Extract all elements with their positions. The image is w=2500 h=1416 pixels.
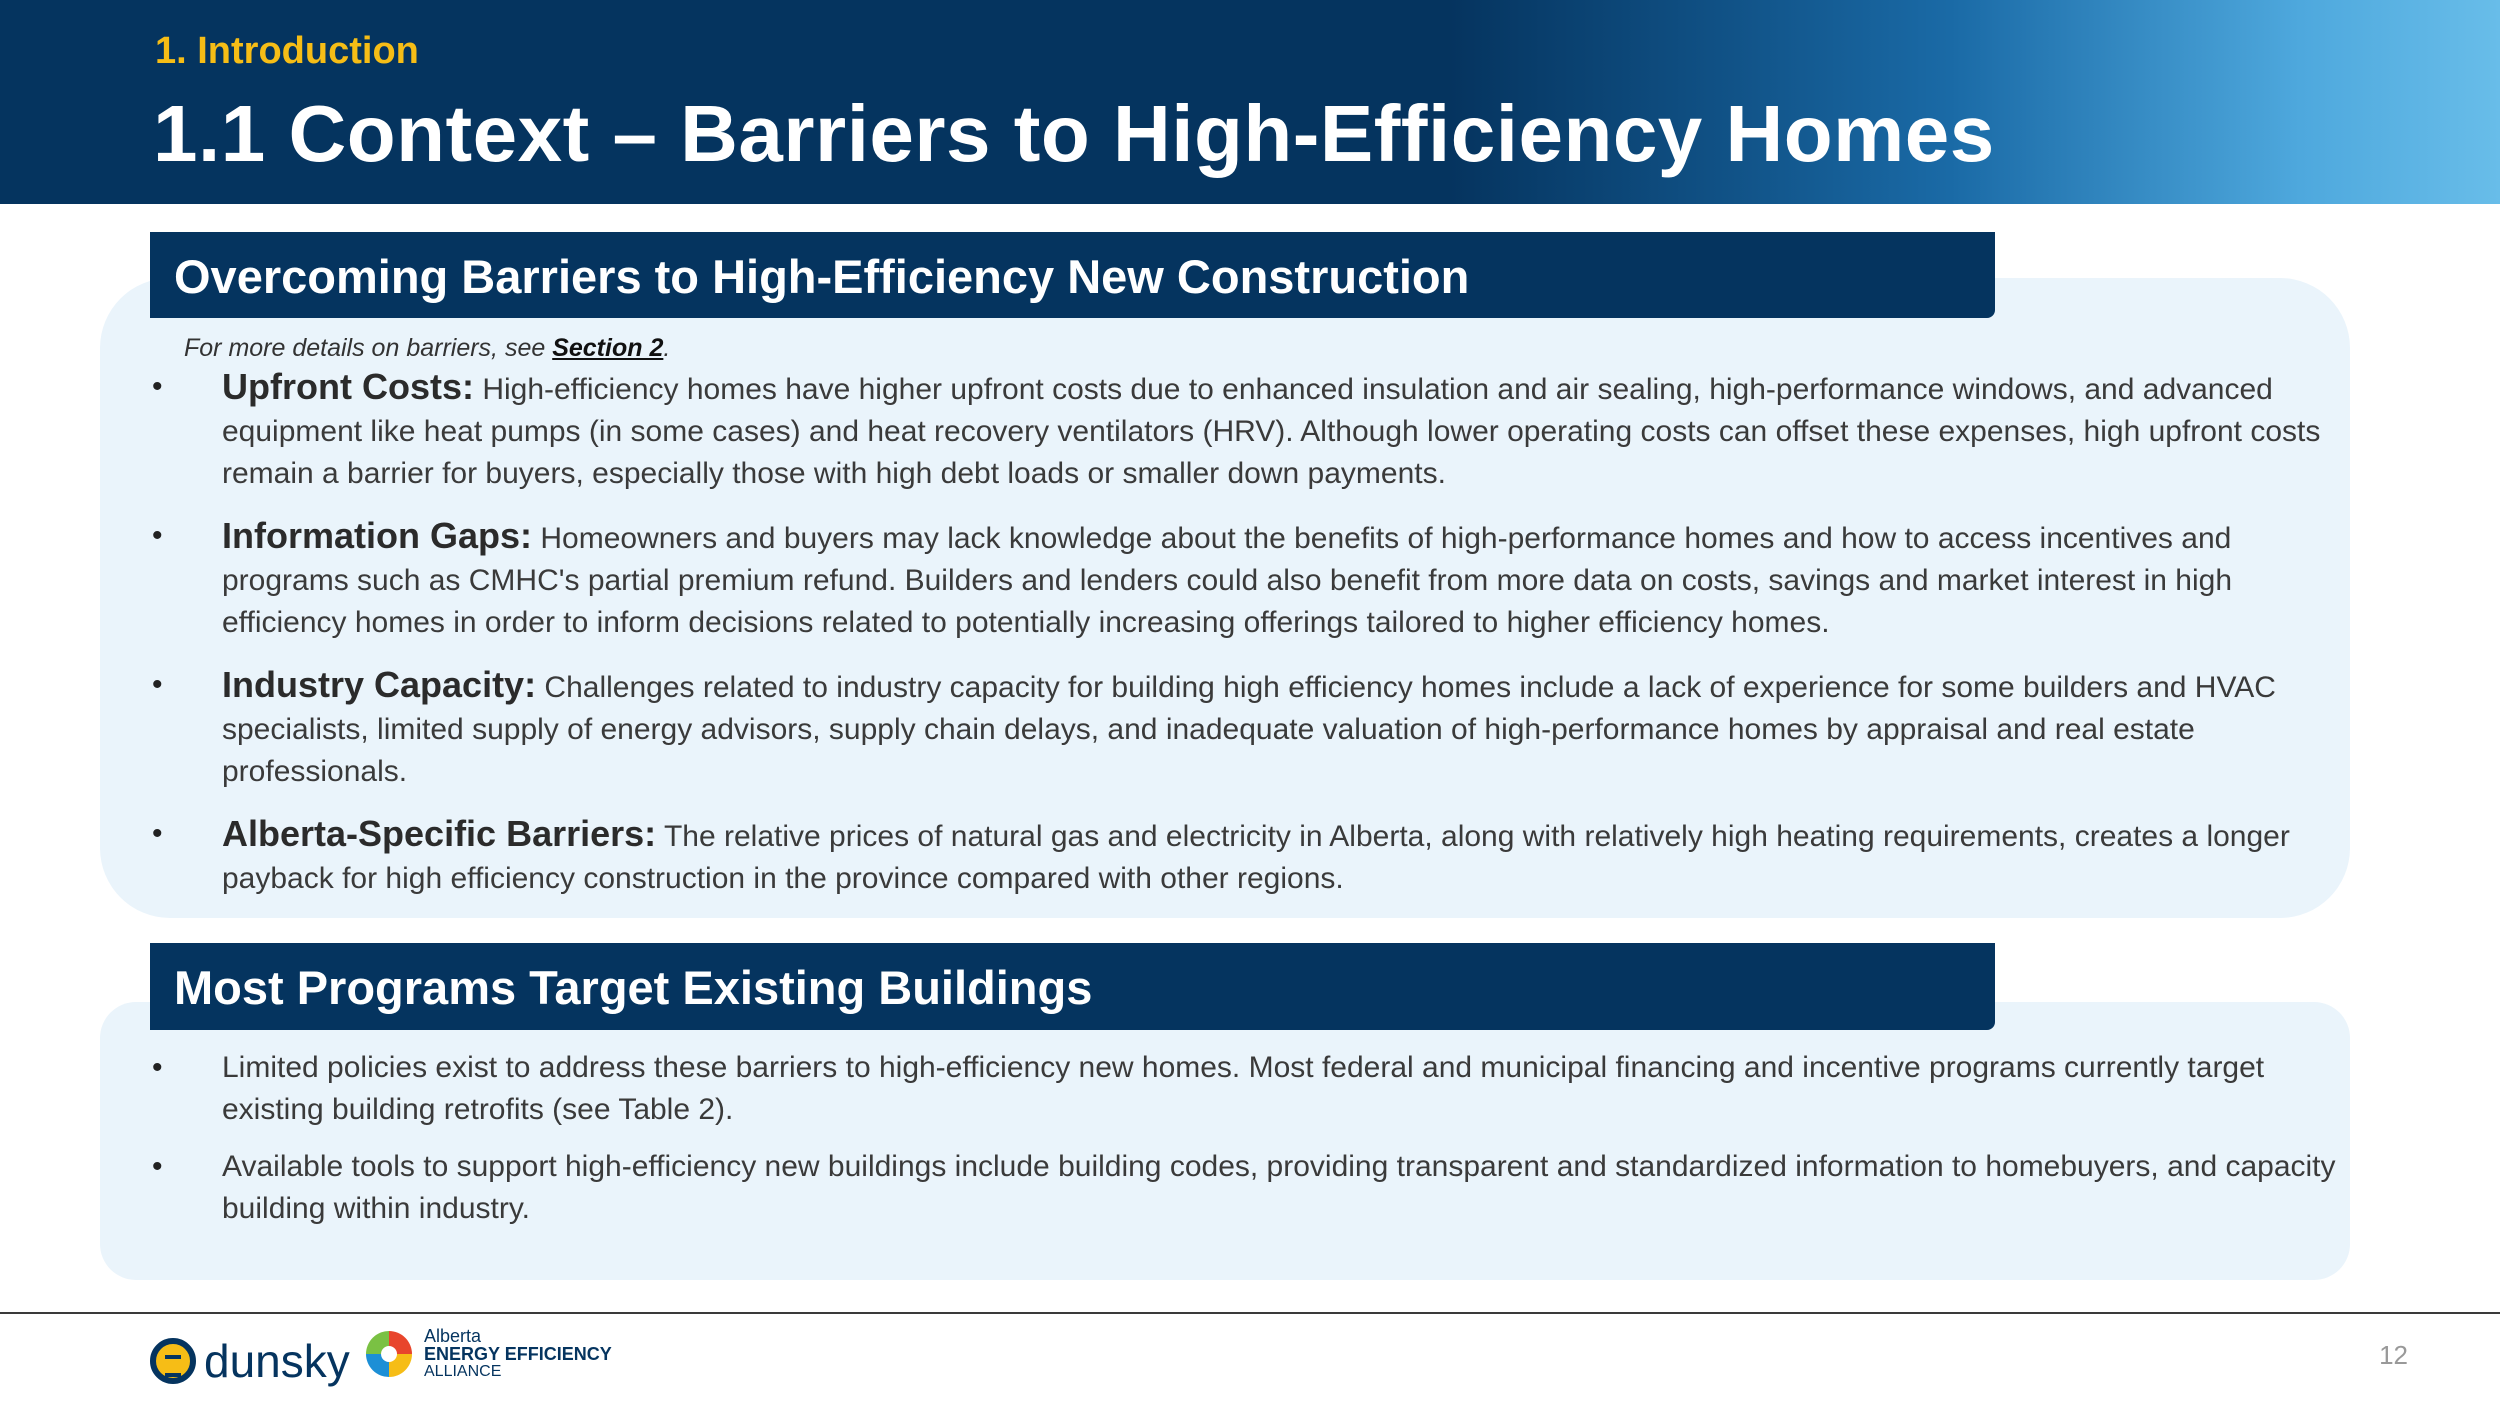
- programs-list: [0, 1047, 2400, 1245]
- note-prefix: For more details on barriers, see: [184, 334, 553, 362]
- dunsky-logo-icon: [150, 1338, 196, 1384]
- list-item: [0, 1047, 2400, 1131]
- list-item: [0, 366, 2400, 495]
- section-2-link[interactable]: Section 2: [552, 334, 664, 362]
- list-item: [0, 1146, 2400, 1230]
- details-note: [184, 334, 670, 363]
- bullet-text: High-efficiency homes have higher upfront costs due to enhanced insulation and air sealing, high-performance windows, and advanced equipment like heat pumps (in some cases) and heat recovery ventilators (HRV). Although lower operating costs can offset these expenses, high upfront costs remain a barrier for buyers, especially those with high debt loads or smaller down payments.: [222, 373, 2321, 490]
- section-label: 1. Introduction: [155, 30, 419, 72]
- bullet-dot: •: [152, 1150, 163, 1183]
- aeea-line-3: ALLIANCE: [424, 1363, 502, 1380]
- list-item: [0, 813, 2400, 900]
- bullet-text: Limited policies exist to address these barriers to high-efficiency new homes. Most federal and municipal financing and incentive programs currently target existing building retrofits (see Table 2).: [222, 1051, 2265, 1126]
- dunsky-logo: [150, 1330, 350, 1392]
- page-title: 1.1 Context – Barriers to High-Efficiency Homes: [153, 89, 1995, 178]
- aeea-line-1: Alberta: [424, 1326, 482, 1346]
- page-number: 12: [2379, 1340, 2408, 1370]
- list-item: [0, 664, 2400, 793]
- dunsky-wordmark: dunsky: [204, 1335, 350, 1387]
- header-bar: [0, 0, 2500, 204]
- barriers-banner: Overcoming Barriers to High-Efficiency New Construction: [150, 232, 1995, 318]
- note-suffix: .: [663, 334, 671, 362]
- bullet-text: Available tools to support high-efficiency new buildings include building codes, providing transparent and standardized information to homebuyers, and capacity building within industry.: [222, 1150, 2336, 1225]
- list-item: [0, 515, 2400, 644]
- bullet-dot: •: [152, 817, 163, 850]
- bullet-term: Alberta-Specific Barriers:: [222, 813, 657, 854]
- aeea-logo: [364, 1327, 612, 1381]
- bullet-term: Upfront Costs:: [222, 366, 474, 407]
- bullet-term: Industry Capacity:: [222, 664, 537, 705]
- aeea-line-2: ENERGY EFFICIENCY: [424, 1344, 612, 1364]
- bullet-dot: •: [152, 1051, 163, 1084]
- bullet-text: Homeowners and buyers may lack knowledge about the benefits of high-performance homes and how to access incentives and programs such as CMHC's partial premium refund. Builders and lenders could also benefit from more data on costs, savings and market interest in high efficiency homes in order to inform decisions related to potentially increasing offerings tailored to higher efficiency homes.: [222, 522, 2232, 639]
- bullet-term: Information Gaps:: [222, 515, 533, 556]
- bullet-text: The relative prices of natural gas and electricity in Alberta, along with relatively high heating requirements, creates a longer payback for high efficiency construction in the province compared with other regions.: [222, 820, 2290, 895]
- footer-divider: [0, 1312, 2500, 1314]
- bullet-dot: •: [152, 370, 163, 403]
- bullet-text: Challenges related to industry capacity for building high efficiency homes include a lack of experience for some builders and HVAC specialists, limited supply of energy advisors, supply chain delays, and inadequate valuation of high-performance homes by appraisal and real estate professionals.: [222, 671, 2276, 788]
- aeea-logo-icon: [364, 1329, 414, 1379]
- bullet-dot: •: [152, 668, 163, 701]
- programs-banner: Most Programs Target Existing Buildings: [150, 943, 1995, 1030]
- bullet-dot: •: [152, 519, 163, 552]
- barriers-list: [0, 366, 2400, 920]
